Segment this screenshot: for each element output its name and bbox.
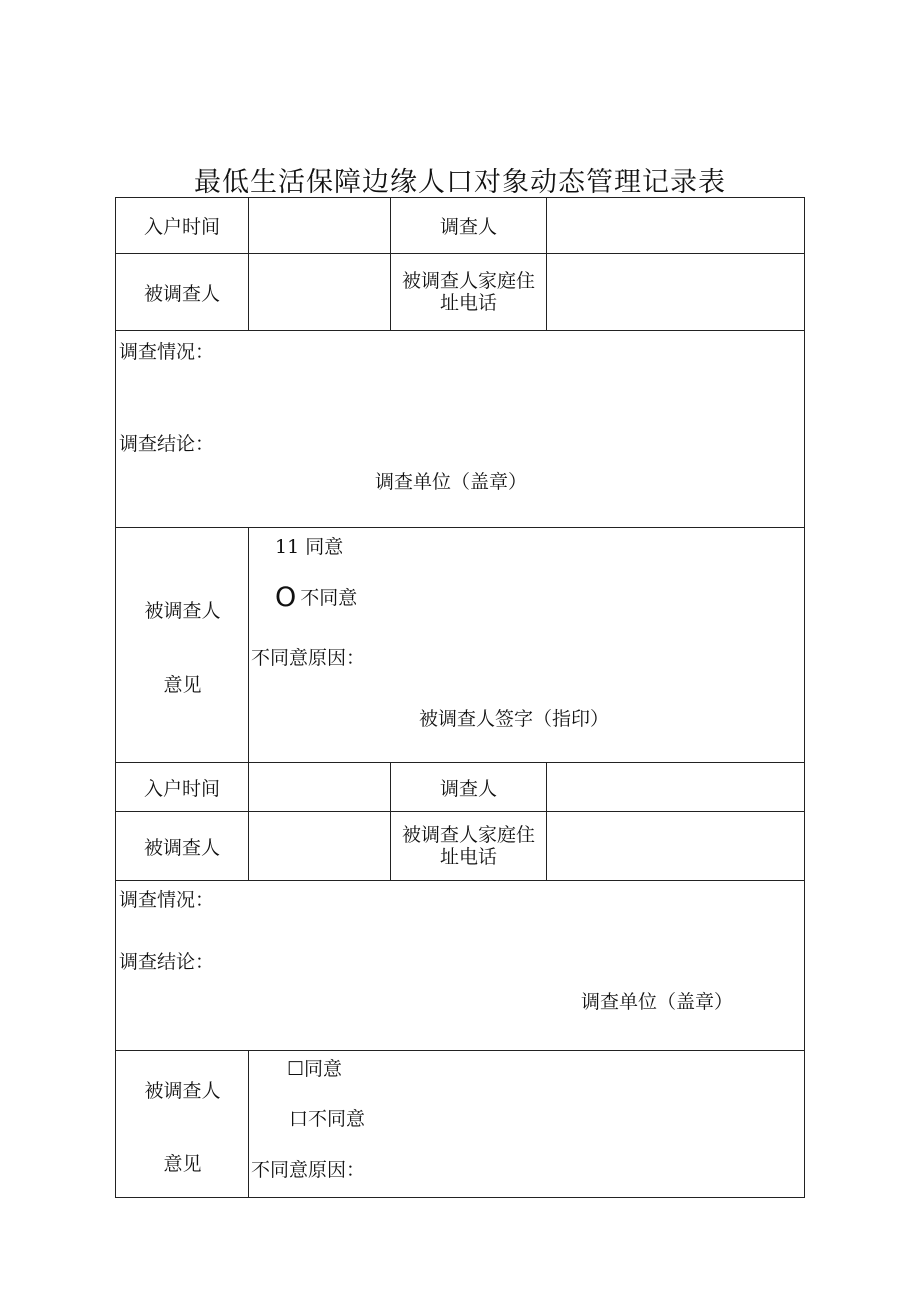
record2-row-opinion [116, 1051, 805, 1198]
agree-option[interactable]: ☐同意 [287, 1058, 343, 1080]
record1-row-respondent [116, 254, 805, 331]
agree-option[interactable]: 11 同意 [275, 536, 344, 558]
form-title: 最低生活保障边缘人口对象动态管理记录表 [194, 167, 726, 198]
conclusion-label: 调查结论： [119, 951, 215, 973]
opinion-cell [249, 1051, 805, 1198]
disagree-reason-label: 不同意原因： [251, 1159, 366, 1181]
investigation-cell[interactable] [116, 881, 805, 1051]
situation-label: 调查情况： [119, 889, 215, 911]
record2-row-investigation [116, 881, 805, 1051]
respondent-field[interactable] [249, 812, 391, 881]
disagree-radio-icon[interactable]: O [275, 582, 297, 613]
opinion-label-line2: 意见 [163, 674, 202, 696]
address-phone-label [391, 812, 547, 881]
address-phone-label-line2: 址电话 [439, 846, 497, 868]
opinion-label-line2: 意见 [163, 1153, 202, 1175]
disagree-option[interactable]: 口不同意 [289, 1108, 366, 1130]
address-phone-label [391, 254, 547, 331]
record2-row-respondent [116, 812, 805, 881]
record1-row-visit [116, 198, 805, 254]
opinion-cell [249, 528, 805, 763]
opinion-label-line1: 被调查人 [144, 1080, 221, 1102]
address-phone-label-line1: 被调查人家庭住 [401, 270, 535, 292]
respondent-field[interactable] [249, 254, 391, 331]
disagree-option[interactable] [275, 582, 357, 613]
opinion-label [116, 528, 249, 763]
investigator-label: 调查人 [391, 198, 547, 254]
address-phone-label-line1: 被调查人家庭住 [401, 824, 535, 846]
signature-label: 被调查人签字（指印） [419, 708, 610, 730]
record2-row-visit [116, 763, 805, 812]
conclusion-label: 调查结论： [119, 433, 215, 455]
situation-label: 调查情况： [119, 341, 215, 363]
opinion-label [116, 1051, 249, 1198]
address-phone-field[interactable] [547, 254, 805, 331]
record1-row-investigation [116, 331, 805, 528]
investigator-label: 调查人 [391, 763, 547, 812]
record-table [115, 197, 805, 1198]
investigation-cell[interactable] [116, 331, 805, 528]
investigator-field[interactable] [547, 763, 805, 812]
unit-seal-label: 调查单位（盖章） [375, 471, 528, 493]
visit-time-label: 入户时间 [116, 198, 249, 254]
disagree-option-label: 不同意 [300, 587, 358, 609]
visit-time-label: 入户时间 [116, 763, 249, 812]
address-phone-field[interactable] [547, 812, 805, 881]
opinion-label-line1: 被调查人 [144, 600, 221, 622]
unit-seal-label: 调查单位（盖章） [581, 991, 734, 1013]
visit-time-field[interactable] [249, 763, 391, 812]
disagree-reason-label: 不同意原因： [251, 647, 366, 669]
respondent-label: 被调查人 [116, 254, 249, 331]
respondent-label: 被调查人 [116, 812, 249, 881]
investigator-field[interactable] [547, 198, 805, 254]
record1-row-opinion [116, 528, 805, 763]
visit-time-field[interactable] [249, 198, 391, 254]
address-phone-label-line2: 址电话 [439, 292, 497, 314]
